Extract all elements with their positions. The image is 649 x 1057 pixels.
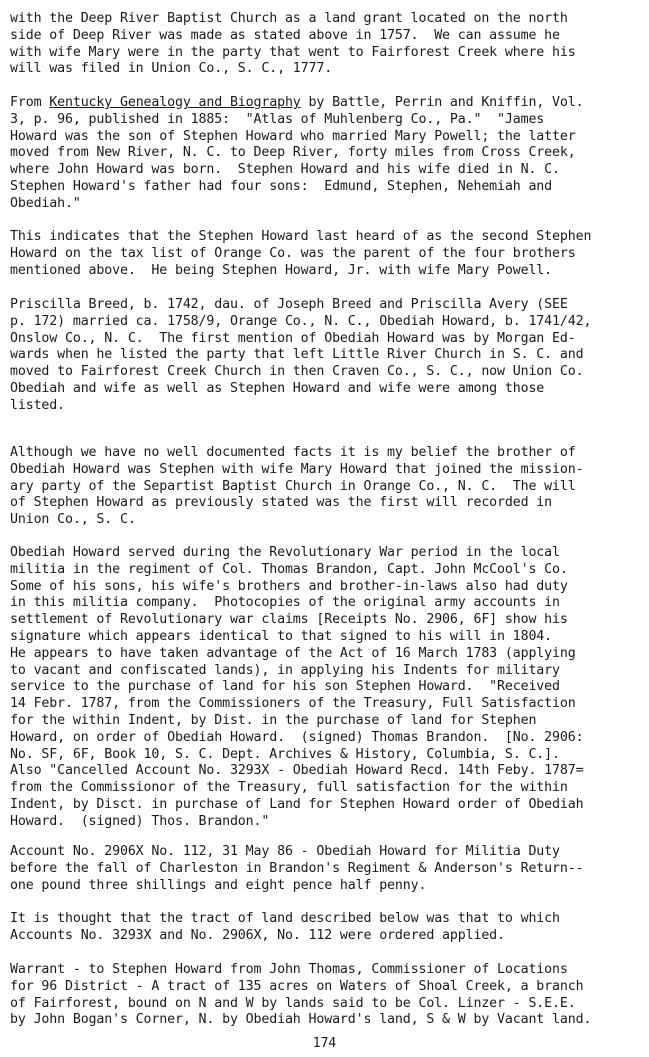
text-line: Howard on the tax list of Orange Co. was the parent of the four brothers (10, 245, 576, 261)
text-line (10, 95, 638, 112)
text-line: listed. (10, 397, 65, 413)
text-line: Some of his sons, his wife's brothers and brother-in-laws also had duty (10, 578, 568, 594)
text-line: militia in the regiment of Col. Thomas Brandon, Capt. John McCool's Co. (10, 561, 568, 577)
text-line: mentioned above. He being Stephen Howard, Jr. with wife Mary Powell. (10, 262, 553, 278)
text-line: This indicates that the Stephen Howard last heard of as the second Stephen (10, 229, 592, 244)
text-line: with the Deep River Baptist Church as a land grant located on the north (10, 11, 568, 26)
text-line: p. 172) married ca. 1758/9, Orange Co., N. C., Obediah Howard, b. 1741/42, (10, 313, 592, 329)
text-line: Howard was the son of Stephen Howard who married Mary Powell; the latter (10, 128, 576, 144)
text-line: Obediah." (10, 195, 81, 211)
paragraph-deep-river-grant (10, 11, 638, 78)
text-line: by John Bogan's Corner, N. by Obediah Howard's land, S & W by Vacant land. (10, 1012, 592, 1028)
text-fragment: by Battle, Perrin and Kniffin, Vol. (300, 95, 584, 110)
text-line: Onslow Co., N. C. The first mention of Obediah Howard was by Morgan Ed- (10, 330, 576, 346)
text-line: before the fall of Charleston in Brandon's Regiment & Anderson's Return-- (10, 860, 584, 876)
paragraph-priscilla-breed (10, 297, 638, 415)
text-line: settlement of Revolutionary war claims [Receipts No. 2906, 6F] show his (10, 612, 568, 628)
paragraph-revolutionary-war-service (10, 545, 638, 831)
text-line: for the within Indent, by Dist. in the purchase of land for Stephen (10, 712, 537, 728)
text-line: Howard. (signed) Thos. Brandon." (10, 813, 270, 829)
text-line: one pound three shillings and eight pence half penny. (10, 877, 427, 893)
text-line: to vacant and confiscated lands), in applying his Indents for military (10, 662, 560, 678)
paragraph-brother-of-obediah (10, 445, 638, 529)
paragraph-kentucky-genealogy (10, 95, 638, 213)
text-line: service to the purchase of land for his son Stephen Howard. "Received (10, 679, 560, 695)
text-line: side of Deep River was made as stated above in 1757. We can assume he (10, 27, 560, 43)
text-line: Priscilla Breed, b. 1742, dau. of Joseph Breed and Priscilla Avery (SEE (10, 297, 568, 312)
text-line: Obediah Howard was Stephen with wife Mary Howard that joined the mission- (10, 461, 584, 477)
paragraph-warrant (10, 962, 638, 1029)
text-line: where John Howard was born. Stephen Howard and his wife died in N. C. (10, 162, 560, 178)
text-line: Union Co., S. C. (10, 512, 136, 528)
text-line: Warrant - to Stephen Howard from John Thomas, Commissioner of Locations (10, 962, 568, 977)
text-line: with wife Mary were in the party that went to Fairforest Creek where his (10, 44, 576, 60)
text-line: moved to Fairforest Creek Church in then Craven Co., S. C., now Union Co. (10, 364, 584, 380)
text-line: ary party of the Separtist Baptist Church in Orange Co., N. C. The will (10, 478, 576, 494)
text-line: in this militia company. Photocopies of the original army accounts in (10, 595, 560, 611)
text-line: signature which appears identical to that signed to his will in 1804. (10, 628, 553, 644)
text-line: Accounts No. 3293X and No. 2906X, No. 112 were ordered applied. (10, 927, 505, 943)
paragraph-account-2906x (10, 844, 638, 894)
book-title: Kentucky Genealogy and Biography (49, 95, 301, 110)
text-line: Howard, on order of Obediah Howard. (signed) Thomas Brandon. [No. 2906: (10, 729, 584, 745)
text-line: 3, p. 96, published in 1885: "Atlas of Muhlenberg Co., Pa." "James (10, 111, 545, 127)
text-line: 14 Febr. 1787, from the Commissioners of the Treasury, Full Satisfaction (10, 696, 576, 712)
text-line: will was filed in Union Co., S. C., 1777. (10, 61, 333, 77)
text-line: It is thought that the tract of land described below was that to which (10, 911, 560, 926)
text-line: of Stephen Howard as previously stated was the first will recorded in (10, 495, 553, 511)
text-line: Stephen Howard's father had four sons: Edmund, Stephen, Nehemiah and (10, 178, 553, 194)
text-line: moved from New River, N. C. to Deep River, forty miles from Cross Creek, (10, 145, 576, 161)
text-line: Account No. 2906X No. 112, 31 May 86 - Obediah Howard for Militia Duty (10, 844, 560, 859)
text-line: Also "Cancelled Account No. 3293X - Obediah Howard Recd. 14th Feby. 1787= (10, 763, 584, 779)
text-line: for 96 District - A tract of 135 acres on Waters of Shoal Creek, a branch (10, 978, 584, 994)
text-line: No. SF, 6F, Book 10, S. C. Dept. Archives & History, Columbia, S. C.]. (10, 746, 560, 762)
paragraph-tract-of-land (10, 911, 638, 945)
text-line: He appears to have taken advantage of the Act of 16 March 1783 (applying (10, 645, 576, 661)
text-line: from the Commissionor of the Treasury, full satisfaction for the within (10, 780, 568, 796)
page-number: 174 (312, 1036, 337, 1051)
text-fragment: From (10, 95, 50, 110)
paragraph-stephen-howard-parent (10, 229, 638, 279)
text-line: wards when he listed the party that left Little River Church in S. C. and (10, 347, 584, 363)
text-line: Indent, by Disct. in purchase of Land for Stephen Howard order of Obediah (10, 796, 584, 812)
text-line: of Fairforest, bound on N and W by lands said to be Col. Linzer - S.E.E. (10, 995, 576, 1011)
text-line: Obediah Howard served during the Revolutionary War period in the local (10, 545, 560, 560)
text-line: Although we have no well documented facts it is my belief the brother of (10, 445, 576, 460)
text-line: Obediah and wife as well as Stephen Howard and wife were among those (10, 380, 545, 396)
